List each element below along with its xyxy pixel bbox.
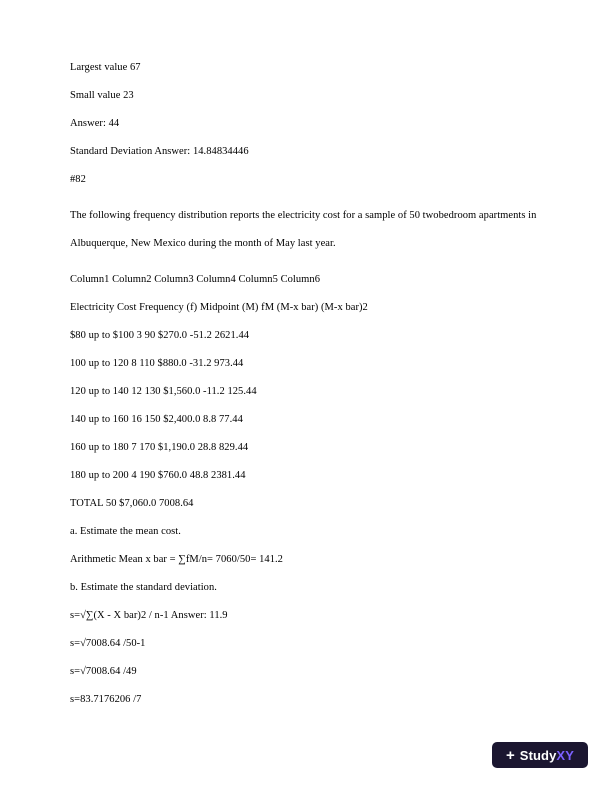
brand-main: Study [519, 747, 557, 763]
brand-label [520, 749, 574, 762]
text-line: 140 up to 160 16 150 $2,400.0 8.8 77.44 [70, 414, 243, 425]
text-line: s=√7008.64 /50-1 [70, 638, 146, 649]
text-line: 160 up to 180 7 170 $1,190.0 28.8 829.44 [70, 442, 249, 453]
brand-accent: XY [556, 747, 574, 763]
text-line: 100 up to 120 8 110 $880.0 -31.2 973.44 [70, 358, 244, 369]
text-line: Arithmetic Mean x bar = ∑fM/n= 7060/50= 141.2 [70, 554, 283, 565]
text-line: $80 up to $100 3 90 $270.0 -51.2 2621.44 [70, 330, 250, 341]
text-line: Column1 Column2 Column3 Column4 Column5 Column6 [70, 274, 321, 285]
text-line: Largest value 67 [70, 62, 141, 73]
text-line: a. Estimate the mean cost. [70, 526, 181, 537]
text-line: #82 [70, 174, 86, 185]
document-body [70, 62, 542, 706]
text-line: 120 up to 140 12 130 $1,560.0 -11.2 125.44 [70, 386, 257, 397]
text-line: Standard Deviation Answer: 14.84834446 [70, 146, 249, 157]
text-paragraph: The following frequency distribution reports the electricity cost for a sample of 50 twobedroom apartments in Albuquerque, New Mexico during the month of May last year. [70, 210, 539, 249]
text-line: s=√7008.64 /49 [70, 666, 137, 677]
text-line: s=√∑(X - X bar)2 / n-1 Answer: 11.9 [70, 610, 228, 621]
text-line: Small value 23 [70, 90, 134, 101]
text-line: 180 up to 200 4 190 $760.0 48.8 2381.44 [70, 470, 246, 481]
text-line: s=83.7176206 /7 [70, 694, 142, 705]
text-line: Answer: 44 [70, 118, 120, 129]
studyxy-watermark[interactable] [492, 742, 588, 768]
text-line: b. Estimate the standard deviation. [70, 582, 217, 593]
plus-icon: + [506, 746, 515, 764]
text-line: Electricity Cost Frequency (f) Midpoint (M) fM (M-x bar) (M-x bar)2 [70, 302, 368, 313]
text-line: TOTAL 50 $7,060.0 7008.64 [70, 498, 194, 509]
